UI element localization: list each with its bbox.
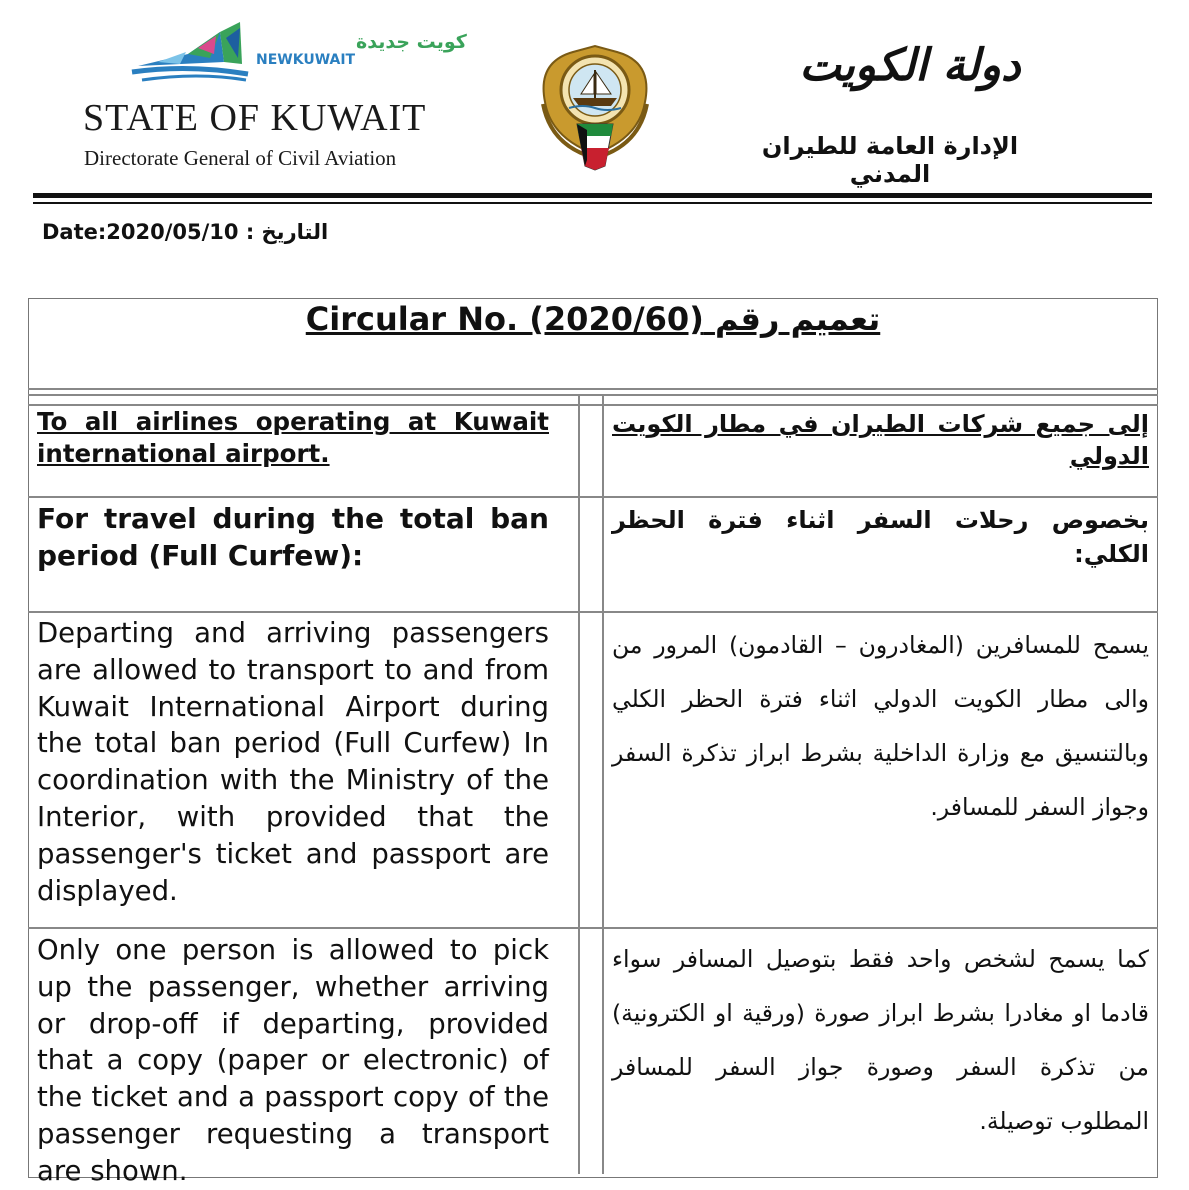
- addressee-arabic: إلى جميع شركات الطيران في مطار الكويت الدولي: [612, 410, 1149, 470]
- table-rule: [28, 927, 1158, 929]
- table-column-divider: [602, 394, 604, 1174]
- table-column-divider: [578, 394, 580, 1174]
- logo-english-text: NEWKUWAIT: [256, 52, 356, 68]
- header-divider-thick: [33, 193, 1152, 198]
- paragraph-2-arabic: كما يسمح لشخص واحد فقط بتوصيل المسافر سواء قادما او مغادرا بشرط ابراز صورة (ورقية او الكترونية) من تذكرة السفر وصورة جواز السفر للمسافر المطلوب توصيلة.: [612, 945, 1149, 1135]
- kuwait-emblem: [533, 42, 657, 170]
- header-divider-thin: [33, 202, 1152, 204]
- date-english: Date:2020/05/10 :: [42, 220, 255, 244]
- table-rule: [28, 496, 1158, 498]
- circular-title: [28, 300, 1158, 338]
- table-rule: [28, 388, 1158, 390]
- paragraph-1-arabic: يسمح للمسافرين (المغادرون – القادمون) المرور من والى مطار الكويت الدولي اثناء فترة الحظر الكلي وبالتنسيق مع وزارة الداخلية بشرط ابراز تذكرة السفر وجواز السفر للمسافر.: [612, 631, 1149, 821]
- date-line: [42, 220, 328, 244]
- date-label-arabic: التاريخ: [261, 220, 329, 244]
- table-rule: [28, 611, 1158, 613]
- circular-title-arabic: تعميم رقم: [714, 300, 881, 338]
- subject-english: For travel during the total ban period (Full Curfew):: [37, 502, 549, 572]
- directorate-name-arabic: الإدارة العامة للطيران المدني: [761, 132, 1019, 188]
- addressee-english: To all airlines operating at Kuwait international airport.: [37, 407, 549, 468]
- newkuwait-logo-graphic: [128, 18, 467, 86]
- table-rule: [28, 394, 1158, 396]
- circular-title-english: Circular No. (2020/60): [305, 300, 704, 338]
- paragraph-2-english: Only one person is allowed to pick up the passenger, whether arriving or drop-off if departing, provided that a copy (paper or electronic) of the ticket and a passport copy of the passenger requesting a transport are shown.: [37, 934, 549, 1187]
- logo-arabic-text: كويت جديدة: [356, 31, 467, 53]
- emblem-graphic: [533, 42, 657, 170]
- state-name-arabic: دولة الكويت: [799, 40, 1021, 91]
- directorate-name-english: Directorate General of Civil Aviation: [84, 146, 397, 170]
- state-name-english: STATE OF KUWAIT: [83, 97, 427, 139]
- paragraph-1-english: Departing and arriving passengers are allowed to transport to and from Kuwait International Airport during the total ban period (Full Curfew) In coordination with the Ministry of the Interior, with provided that the passenger's ticket and passport are displayed.: [37, 617, 549, 907]
- subject-arabic: بخصوص رحلات السفر اثناء فترة الحظر الكلي:: [612, 506, 1149, 568]
- newkuwait-logo: [128, 18, 467, 86]
